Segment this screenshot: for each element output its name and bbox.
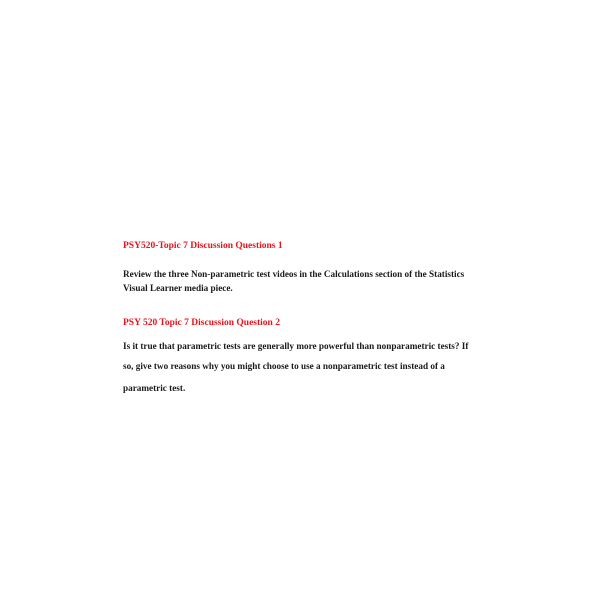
discussion-question-2-heading: PSY 520 Topic 7 Discussion Question 2: [123, 318, 280, 328]
question-1-line-1: Review the three Non-parametric test videos in the Calculations section of the Statistics: [123, 269, 465, 279]
question-2-line-3: parametric test.: [123, 383, 186, 393]
question-2-line-1: Is it true that parametric tests are generally more powerful than nonparametric tests? If: [123, 341, 469, 351]
discussion-question-1-heading: PSY520-Topic 7 Discussion Questions 1: [123, 241, 283, 251]
question-1-line-2: Visual Learner media piece.: [123, 283, 233, 293]
question-2-line-2: so, give two reasons why you might choose to use a nonparametric test instead of a: [123, 361, 445, 371]
